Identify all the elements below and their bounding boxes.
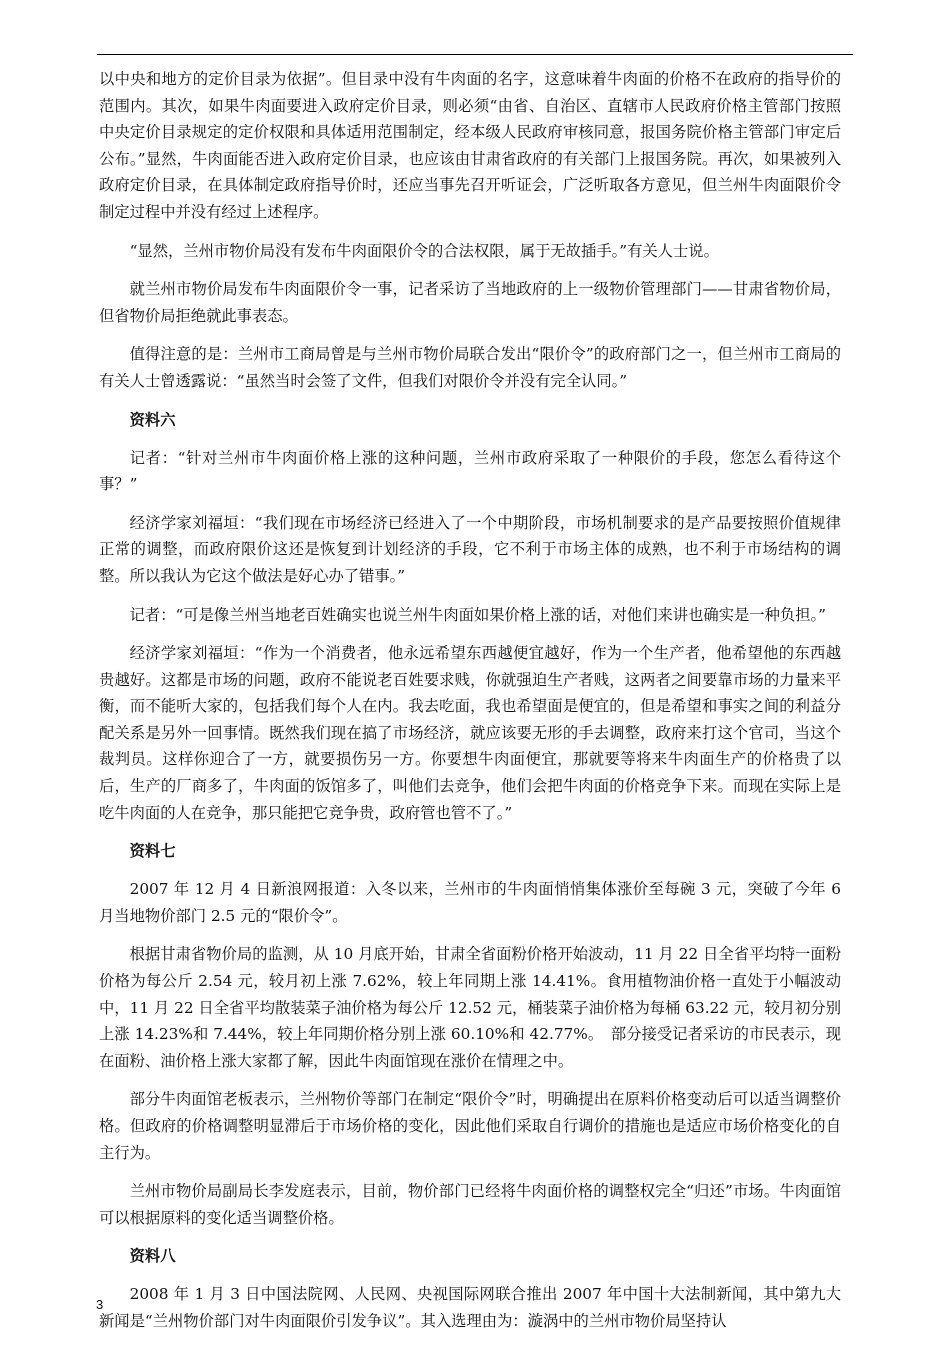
- paragraph: 2007 年 12 月 4 日新浪网报道：入冬以来，兰州市的牛肉面悄悄集体涨价至每碗 3 元，突破了今年 6 月当地物价部门 2.5 元的“限价令”。: [99, 880, 841, 925]
- header-rule: [97, 54, 853, 55]
- paragraph: 经济学家刘福垣：“作为一个消费者，他永远希望东西越便宜越好，作为一个生产者，他希望他的东西越贵越好。这都是市场的问题，政府不能说老百姓要求贱，你就强迫生产者贱，这两者之间要靠市场的力量来平衡，而不能听大家的，包括我们每个人在内。我去吃面，我也希望面是便宜的，但是希望和事实之间的利益分配关系是另外一回事情。既然我们现在搞了市场经济，就应该要无形的手去调整，政府来打这个官司，当这个裁判员。这样你迎合了一方，就要损伤另一方。你要想牛肉面便宜，那就要等将来牛肉面生产的价格贵了以后，生产的厂商多了，牛肉面的饭馆多了，叫他们去竞争，他们会把牛肉面的价格竞争下来。而现在实际上是吃牛肉面的人在竞争，那只能把它竞争贵，政府管也管不了。”: [99, 644, 841, 822]
- paragraph: 部分牛肉面馆老板表示，兰州物价等部门在制定“限价令”时，明确提出在原料价格变动后可以适当调整价格。但政府的价格调整明显滞后于市场价格的变化，因此他们采取自行调价的措施也是适应市场价格变化的自主行为。: [99, 1090, 841, 1162]
- paragraph: 记者：“针对兰州市牛肉面价格上涨的这种问题，兰州市政府采取了一种限价的手段，您怎么看待这个事？”: [99, 448, 841, 494]
- paragraph: 经济学家刘福垣：“我们现在市场经济已经进入了一个中期阶段，市场机制要求的是产品要按照价值规律正常的调整，而政府限价这还是恢复到计划经济的手段，它不利于市场主体的成熟，也不利于市场结构的调整。所以我认为它这个做法是好心办了错事。”: [99, 513, 841, 585]
- paragraph: 根据甘肃省物价局的监测，从 10 月底开始，甘肃全省面粉价格开始波动，11 月 22 日全省平均特一面粉价格为每公斤 2.54 元，较月初上涨 7.62%，较上年同期上涨 14.41%。食用植物油价格一直处于小幅波动中，11 月 22 日全省平均散装菜子油价格为每公斤 12.52 元，桶装菜子油价格为每桶 63.22 元，较月初分别上涨 14.23%和 7.44%，较上年同期价格分别上涨 60.10%和 42.77%。 部分接受记者采访的市民表示，现在面粉、油价格上涨大家都了解，因此牛肉面馆现在涨价在情理之中。: [99, 945, 841, 1070]
- paragraph: 值得注意的是：兰州市工商局曾是与兰州市物价局联合发出“限价令”的政府部门之一，但兰州市工商局的有关人士曾透露说：“虽然当时会签了文件，但我们对限价令并没有完全认同。”: [99, 345, 841, 390]
- section-heading-material-6: 资料六: [129, 410, 176, 429]
- paragraph: 记者：“可是像兰州当地老百姓确实也说兰州牛肉面如果价格上涨的话，对他们来讲也确实是一种负担。”: [129, 605, 826, 624]
- paragraph-continued: 以中央和地方的定价目录为依据”。但目录中没有牛肉面的名字，这意味着牛肉面的价格不在政府的指导价的范围内。其次，如果牛肉面要进入政府定价目录，则必须“由省、自治区、直辖市人民政府价格主管部门按照中央定价目录规定的定价权限和具体适用范围制定，经本级人民政府审核同意，报国务院价格主管部门审定后公布。”显然，牛肉面能否进入政府定价目录，也应该由甘肃省政府的有关部门上报国务院。再次，如果被列入政府定价目录，在具体制定政府指导价时，还应当事先召开听证会，广泛听取各方意见，但兰州牛肉面限价令制定过程中并没有经过上述程序。: [99, 70, 841, 221]
- document-body: [99, 66, 841, 1347]
- paragraph: 兰州市物价局副局长李发庭表示，目前，物价部门已经将牛肉面价格的调整权完全“归还”市场。牛肉面馆可以根据原料的变化适当调整价格。: [99, 1182, 841, 1227]
- section-heading-material-7: 资料七: [129, 842, 176, 861]
- paragraph: “显然，兰州市物价局没有发布牛肉面限价令的合法权限，属于无故插手。”有关人士说。: [129, 241, 719, 260]
- section-heading-material-8: 资料八: [129, 1247, 176, 1266]
- paragraph: 就兰州市物价局发布牛肉面限价令一事，记者采访了当地政府的上一级物价管理部门——甘肃省物价局，但省物价局拒绝就此事表态。: [99, 280, 841, 325]
- page-number: 3: [96, 1297, 104, 1312]
- paragraph: 2008 年 1 月 3 日中国法院网、人民网、央视国际网联合推出 2007 年中国十大法制新闻，其中第九大新闻是“兰州物价部门对牛肉面限价引发争议”。其入选理由为：漩涡中的兰州市物价局坚持认: [99, 1285, 841, 1330]
